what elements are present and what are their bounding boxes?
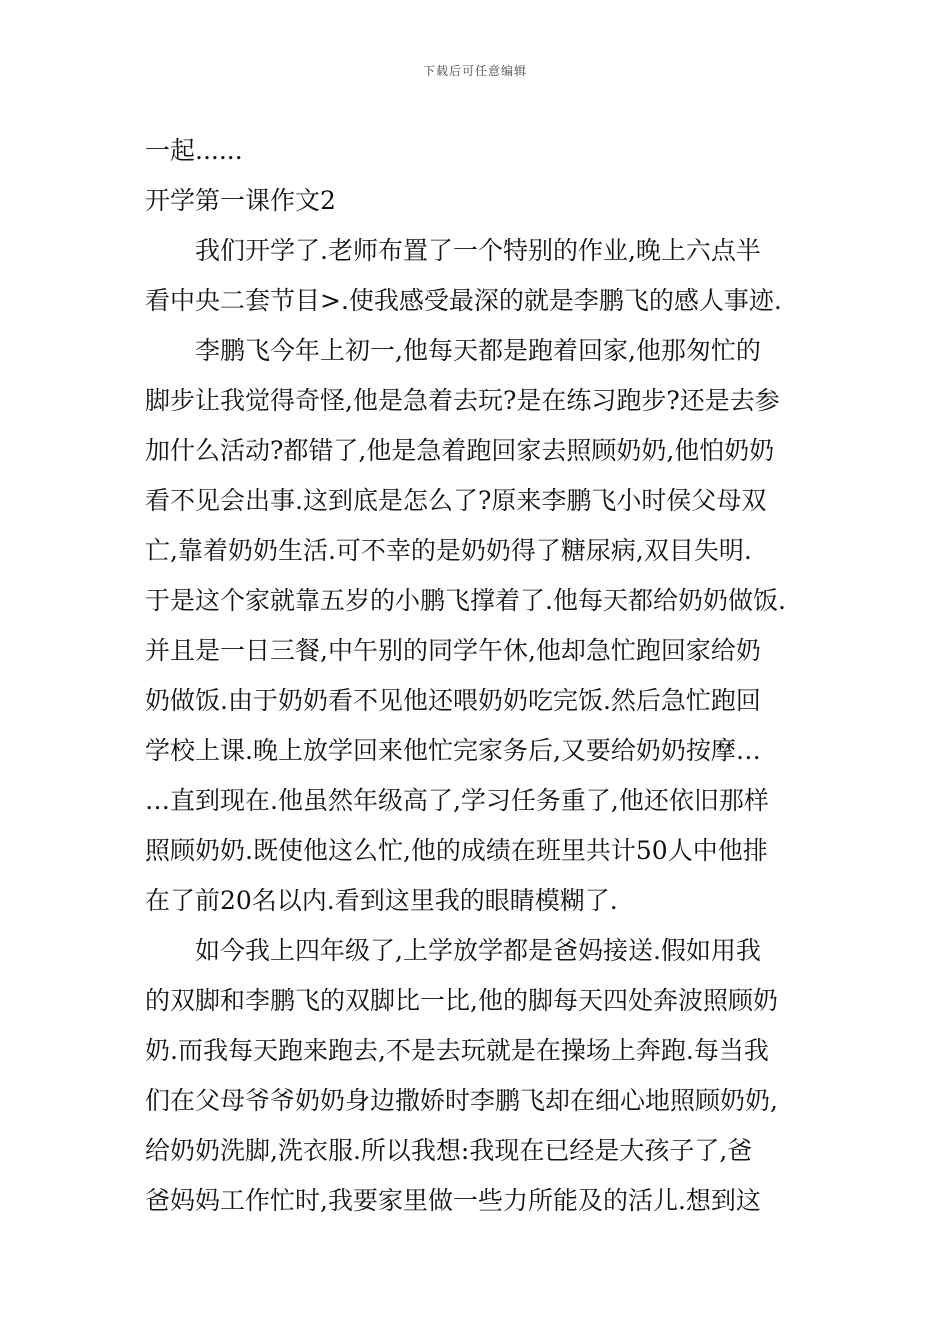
text-line: 爸妈妈工作忙时,我要家里做一些力所能及的活儿.想到这 [145,1186,761,1215]
paragraph-2 [145,326,815,926]
paragraph-3 [145,926,815,1226]
text-line: 于是这个家就靠五岁的小鹏飞撑着了.他每天都给奶奶做饭. [145,586,786,615]
text-line: 并且是一日三餐,中午别的同学午休,他却急忙跑回家给奶 [145,636,761,665]
text-line: 脚步让我觉得奇怪,他是急着去玩?是在练习跑步?还是去参 [145,386,780,415]
page-header: 下载后可任意编辑 [422,64,527,78]
text-line: …直到现在.他虽然年级高了,学习任务重了,他还依旧那样 [145,786,769,815]
text-line: 我们开学了.老师布置了一个特别的作业,晚上六点半 [195,236,761,265]
text-line: 奶做饭.由于奶奶看不见他还喂奶奶吃完饭.然后急忙跑回 [145,686,761,715]
text-line: 学校上课.晚上放学回来他忙完家务后,又要给奶奶按摩… [145,736,761,765]
text-line: 亡,靠着奶奶生活.可不幸的是奶奶得了糖尿病,双目失明. [145,536,752,565]
document-body [145,126,815,1226]
text-line: 照顾奶奶.既使他这么忙,他的成绩在班里共计50人中他排 [145,836,768,865]
section-title: 开学第一课作文2 [145,186,336,215]
text-line: 如今我上四年级了,上学放学都是爸妈接送.假如用我 [195,936,761,965]
text-line: 一起...... [145,136,243,165]
paragraph-1 [145,226,815,326]
text-line: 给奶奶洗脚,洗衣服.所以我想:我现在已经是大孩子了,爸 [145,1136,753,1165]
text-line: 奶.而我每天跑来跑去,不是去玩就是在操场上奔跑.每当我 [145,1036,769,1065]
text-line: 们在父母爷爷奶奶身边撒娇时李鹏飞却在细心地照顾奶奶, [145,1086,778,1115]
text-line: 看中央二套节目>.使我感受最深的就是李鹏飞的感人事迹. [145,286,782,315]
text-line: 的双脚和李鹏飞的双脚比一比,他的脚每天四处奔波照顾奶 [145,986,778,1015]
text-line: 加什么活动?都错了,他是急着跑回家去照顾奶奶,他怕奶奶 [145,436,775,465]
text-line: 李鹏飞今年上初一,他每天都是跑着回家,他那匆忙的 [195,336,761,365]
text-line: 看不见会出事.这到底是怎么了?原来李鹏飞小时侯父母双 [145,486,767,515]
text-line: 在了前20名以内.看到这里我的眼睛模糊了. [145,886,618,915]
